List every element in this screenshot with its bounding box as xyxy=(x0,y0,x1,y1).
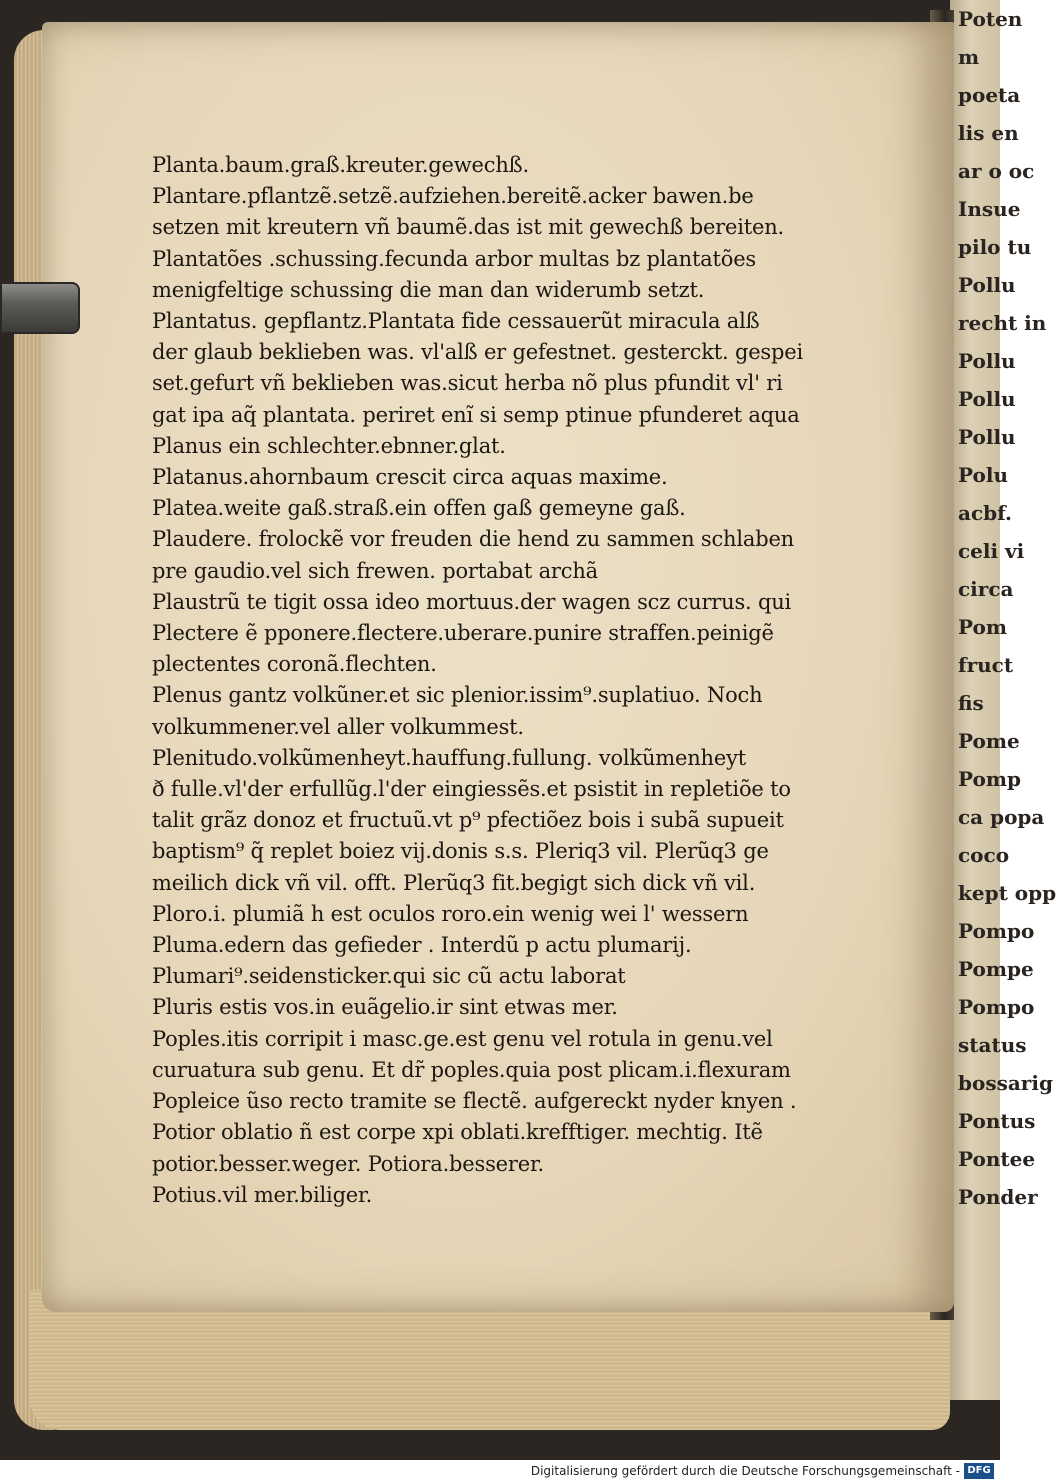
text-line: Potior oblatio ñ est corpe xpi oblati.krefftiger. mechtig. Itẽ xyxy=(152,1120,763,1145)
facing-page-line: coco xyxy=(958,843,1010,867)
text-line: Poples.itis corripit i masc.ge.est genu vel rotula in genu.vel xyxy=(152,1026,773,1051)
facing-page-line: Pompo xyxy=(958,995,1035,1019)
page-text xyxy=(152,150,852,1211)
facing-page-line: poeta xyxy=(958,83,1021,107)
text-line: set.gefurt vñ beklieben was.sicut herba nõ plus pfundit vl' ri xyxy=(152,371,783,396)
text-line: Ploro.i. plumiã h est oculos roro.ein wenig wei l' wessern xyxy=(152,901,749,926)
facing-page-line: Pome xyxy=(958,729,1020,753)
facing-page-fragment xyxy=(950,0,1056,1400)
text-line: plectentes coronã.flechten. xyxy=(152,652,437,677)
page-clip xyxy=(0,282,80,334)
facing-page-line: ar o oc xyxy=(958,159,1035,183)
text-line: Popleice ũso recto tramite se flectẽ. aufgereckt nyder knyen . xyxy=(152,1089,797,1114)
text-line: baptism⁹ q̃ replet boiez vij.donis s.s. Pleriq3 vil. Plerũq3 ge xyxy=(152,839,769,864)
facing-page-line: recht in xyxy=(958,311,1047,335)
facing-page-line: Pompe xyxy=(958,957,1034,981)
text-line: Plectere ẽ pponere.flectere.uberare.punire straffen.peinigẽ xyxy=(152,621,774,646)
facing-page-line: Pontus xyxy=(958,1109,1036,1133)
text-line: Planus ein schlechter.ebnner.glat. xyxy=(152,433,506,458)
text-line: der glaub beklieben was. vl'alß er gefestnet. gesterckt. gespei xyxy=(152,340,803,365)
text-line: gat ipa aq̃ plantata. periret enĩ si semp ptinue pfunderet aqua xyxy=(152,402,800,427)
facing-page-line: celi vi xyxy=(958,539,1025,563)
facing-page-line: Ponder xyxy=(958,1185,1038,1209)
facing-page-line: Pollu xyxy=(958,273,1016,297)
footer-bar xyxy=(0,1460,1000,1484)
text-line: Plenitudo.volkũmenheyt.hauffung.fullung. volkũmenheyt xyxy=(152,745,746,770)
facing-page-line: bossarig xyxy=(958,1071,1053,1095)
text-line: Potius.vil mer.biliger. xyxy=(152,1182,373,1207)
text-line: Planta.baum.graß.kreuter.gewechß. xyxy=(152,153,529,177)
text-line: ð fulle.vl'der erfullũg.l'der eingiessẽs.et psistit in repletiõe to xyxy=(152,777,791,802)
facing-page-line: kept opp xyxy=(958,881,1056,905)
facing-page-line: Polu xyxy=(958,463,1008,487)
text-line: menigfeltige schussing die man dan widerumb setzt. xyxy=(152,277,705,302)
facing-page-line: Pontee xyxy=(958,1147,1036,1171)
facing-page-line: Pollu xyxy=(958,387,1016,411)
text-line: talit grãz donoz et fructuũ.vt p⁹ pfectiõez bois i subã supueit xyxy=(152,808,784,833)
facing-page-line: ca popa xyxy=(958,805,1045,829)
facing-page-line: m xyxy=(958,45,980,69)
facing-page-line: Pom xyxy=(958,615,1008,639)
facing-page-line: pilo tu xyxy=(958,235,1032,259)
text-line: Plaustrũ te tigit ossa ideo mortuus.der wagen scz currus. qui xyxy=(152,589,792,614)
dfg-logo: DFG xyxy=(964,1463,994,1479)
text-line: Plaudere. frolockẽ vor freuden die hend zu sammen schlaben xyxy=(152,527,795,552)
facing-page-line: Pollu xyxy=(958,349,1016,373)
text-line: curuatura sub genu. Et dr̃ poples.quia post plicam.i.flexuram xyxy=(152,1057,791,1082)
text-line: meilich dick vñ vil. offt. Plerũq3 fit.begigt sich dick vñ vil. xyxy=(152,870,756,895)
footer-credit: Digitalisierung gefördert durch die Deutsche Forschungsgemeinschaft - xyxy=(530,1464,960,1478)
facing-page-line: Pollu xyxy=(958,425,1016,449)
facing-page-line: Insue xyxy=(958,197,1021,221)
facing-page-line: status xyxy=(958,1033,1027,1057)
text-line: Plantatões .schussing.fecunda arbor multas bz plantatões xyxy=(152,246,756,271)
text-line: Plenus gantz volkũner.et sic plenior.issim⁹.suplatiuo. Noch xyxy=(152,683,763,708)
text-line: volkummener.vel aller volkummest. xyxy=(152,714,524,739)
text-line: Plumari⁹.seidensticker.qui sic cũ actu laborat xyxy=(152,964,626,989)
text-line: Plantatus. gepflantz.Plantata fide cessauerũt miracula alß xyxy=(152,309,760,334)
facing-page-line: acbf. xyxy=(958,501,1012,525)
text-line: Platanus.ahornbaum crescit circa aquas maxime. xyxy=(152,465,668,490)
facing-page-line: fis xyxy=(958,691,984,715)
text-line: Plantare.pflantzẽ.setzẽ.aufziehen.bereitẽ.acker bawen.be xyxy=(152,184,754,209)
facing-page-line: Pompo xyxy=(958,919,1035,943)
text-line: setzen mit kreutern vñ baumẽ.das ist mit gewechß bereiten. xyxy=(152,215,785,240)
facing-page-line: Pomp xyxy=(958,767,1021,791)
facing-page-line: lis en xyxy=(958,121,1019,145)
text-line: Pluma.edern das gefieder . Interdũ p actu plumarij. xyxy=(152,933,692,958)
text-line: potior.besser.weger. Potiora.besserer. xyxy=(152,1151,544,1176)
text-line: Platea.weite gaß.straß.ein offen gaß gemeyne gaß. xyxy=(152,496,686,521)
facing-page-line: Poten xyxy=(958,7,1023,31)
facing-page-line: circa xyxy=(958,577,1014,601)
facing-page-line: fruct xyxy=(958,653,1014,677)
text-line: Pluris estis vos.in euãgelio.ir sint etwas mer. xyxy=(152,995,618,1020)
text-line: pre gaudio.vel sich frewen. portabat archã xyxy=(152,558,598,583)
